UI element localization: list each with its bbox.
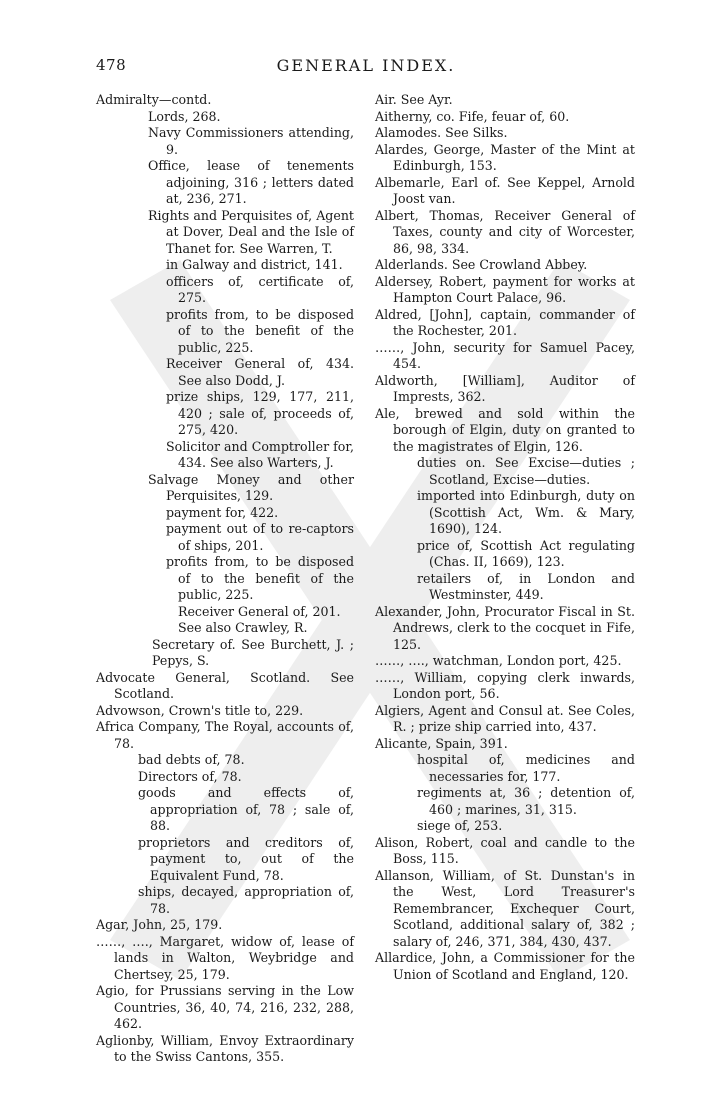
index-entry: Admiralty—contd.: [96, 92, 212, 107]
index-entry: See also Crawley, R.: [178, 620, 308, 635]
index-entry: Advocate General, Scotland. See Scotland.: [96, 669, 354, 701]
index-entry: Aldersey, Robert, payment for works at Hampton Court Palace, 96.: [375, 273, 635, 305]
index-entry: duties on. See Excise—duties ; Scotland, Excise—duties.: [417, 455, 635, 487]
index-entry: Aldred, [John], captain, commander of the Rochester, 201.: [375, 306, 635, 338]
index-entry: payment out of to re-captors of ships, 201.: [166, 521, 354, 553]
index-entry: Solicitor and Comptroller for, 434. See also Warters, J.: [166, 438, 354, 470]
index-entry: siege of, 253.: [417, 818, 503, 833]
index-entry: Secretary of. See Burchett, J. ; Pepys, S.: [152, 636, 354, 668]
index-entry: Agio, for Prussians serving in the Low Countries, 36, 40, 74, 216, 232, 288, 462.: [96, 983, 354, 1031]
index-entry: hospital of, medicines and necessaries for, 177.: [417, 752, 635, 784]
index-entry: Algiers, Agent and Consul at. See Coles, R. ; prize ship carried into, 437.: [375, 702, 635, 734]
index-entry: prize ships, 129, 177, 211, 420 ; sale of, proceeds of, 275, 420.: [166, 389, 354, 437]
index-entry: bad debts of, 78.: [138, 752, 245, 767]
index-entry: imported into Edinburgh, duty on (Scottish Act, Wm. & Mary, 1690), 124.: [417, 488, 635, 536]
index-entry: goods and effects of, appropriation of, 78 ; sale of, 88.: [138, 785, 354, 833]
index-entry: retailers of, in London and Westminster, 449.: [417, 570, 635, 602]
index-entry: ships, decayed, appropriation of, 78.: [138, 884, 354, 916]
index-entry: Alamodes. See Silks.: [375, 125, 508, 140]
index-entry: Agar, John, 25, 179.: [96, 917, 223, 932]
index-entry: Air. See Ayr.: [375, 92, 453, 107]
index-entry: Receiver General of, 434. See also Dodd, J.: [166, 356, 354, 388]
index-entry: Aitherny, co. Fife, feuar of, 60.: [375, 108, 570, 124]
index-entry: Albemarle, Earl of. See Keppel, Arnold Joost van.: [375, 174, 635, 206]
index-entry: Alexander, John, Procurator Fiscal in St. Andrews, clerk to the cocquet in Fife, 125.: [375, 603, 635, 652]
index-entry: Africa Company, The Royal, accounts of, 78.: [96, 719, 354, 751]
index-entry: profits from, to be disposed of to the benefit of the public, 225.: [166, 554, 354, 602]
index-entry: proprietors and creditors of, payment to, out of the Equivalent Fund, 78.: [138, 834, 354, 883]
index-entry: Albert, Thomas, Receiver General of Taxes, county and city of Worcester, 86, 98, 334.: [375, 207, 635, 256]
index-entry: Advowson, Crown's title to, 229.: [96, 702, 304, 718]
index-entry: Alison, Robert, coal and candle to the Boss, 115.: [375, 834, 635, 866]
index-entry: Directors of, 78.: [138, 768, 242, 784]
index-entry: ……, William, copying clerk inwards, London port, 56.: [375, 669, 635, 701]
right-index-column: [375, 92, 635, 983]
index-entry: Rights and Perquisites of, Agent at Dover, Deal and the Isle of Thanet for. See Warren, T.: [148, 207, 354, 256]
index-entry: Office, lease of tenements adjoining, 316 ; letters dated at, 236, 271.: [148, 158, 354, 206]
index-entry: Aldworth, [William], Auditor of Imprests, 362.: [375, 372, 635, 404]
index-entry: Allardice, John, a Commissioner for the Union of Scotland and England, 120.: [375, 950, 635, 982]
index-entry: ……, John, security for Samuel Pacey, 454.: [375, 339, 635, 371]
index-entry: Aglionby, William, Envoy Extraordinary to the Swiss Cantons, 355.: [96, 1032, 354, 1064]
index-entry: ……, …., watchman, London port, 425.: [375, 653, 622, 668]
index-entry: Alardes, George, Master of the Mint at Edinburgh, 153.: [375, 141, 635, 173]
index-entry: Receiver General of, 201.: [178, 603, 341, 619]
left-index-column: [96, 92, 354, 1066]
index-entry: in Galway and district, 141.: [166, 257, 343, 272]
index-entry: regiments at, 36 ; detention of, 460 ; marines, 31, 315.: [417, 785, 635, 817]
index-entry: Allanson, William, of St. Dunstan's in the West, Lord Treasurer's Remembrancer, Exchequer Court, Scotland, additional salary of, 382 ; salary of, 246, 371, 384, 430, 437.: [375, 867, 635, 949]
index-entry: price of, Scottish Act regulating (Chas. II, 1669), 123.: [417, 537, 635, 569]
index-entry: profits from, to be disposed of to the benefit of the public, 225.: [166, 306, 354, 355]
index-entry: Salvage Money and other Perquisites, 129.: [148, 471, 354, 503]
index-entry: Alderlands. See Crowland Abbey.: [375, 257, 588, 272]
index-entry: Navy Commissioners attending, 9.: [148, 125, 354, 157]
index-entry: ……, …., Margaret, widow of, lease of lands in Walton, Weybridge and Chertsey, 25, 179.: [96, 933, 354, 982]
page-number: 478: [96, 56, 127, 74]
index-entry: Ale, brewed and sold within the borough of Elgin, duty on granted to the magistrates of Elgin, 126.: [375, 405, 635, 454]
running-title: GENERAL INDEX.: [276, 56, 456, 75]
page-header: [96, 56, 636, 82]
index-entry: Lords, 268.: [148, 108, 221, 124]
index-entry: Alicante, Spain, 391.: [375, 735, 508, 751]
index-entry: payment for, 422.: [166, 504, 279, 520]
index-entry: officers of, certificate of, 275.: [166, 273, 354, 305]
